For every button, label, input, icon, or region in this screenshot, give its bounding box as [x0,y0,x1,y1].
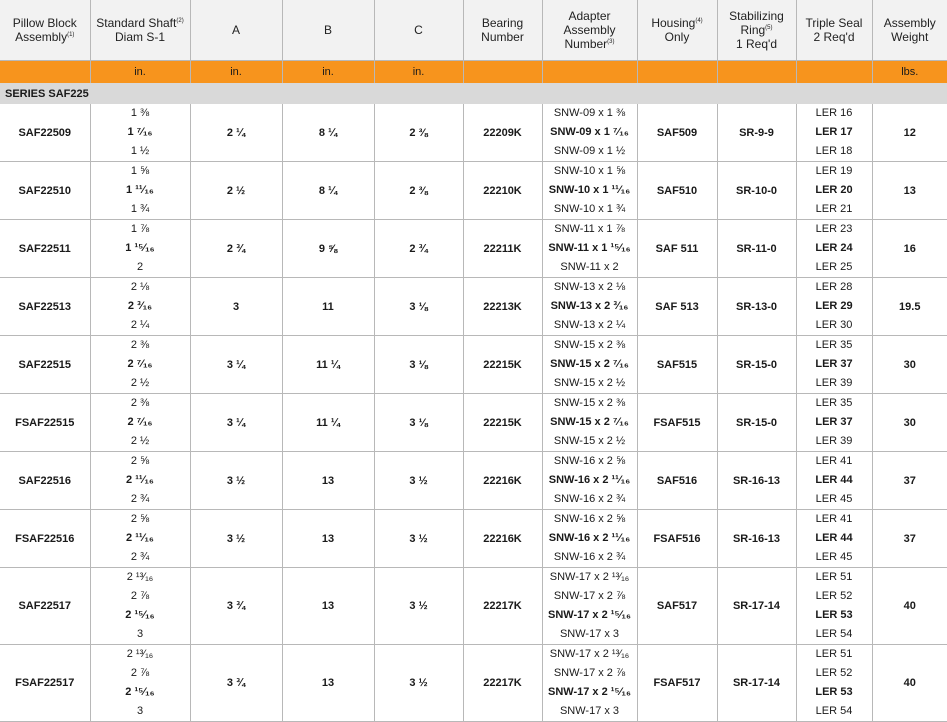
adapter-cell [542,510,637,568]
unit-weight: lbs. [872,61,947,84]
seal-number: LER 20 [815,184,853,196]
seal-cell [796,452,872,510]
a-cell: 3 ¾ [190,568,282,645]
a-cell: 2 ¾ [190,220,282,278]
header-housing: Housing$^{(4)}$ Only [637,0,717,61]
weight-cell: 12 [872,104,947,162]
header-b: B [282,0,374,61]
table-row [0,278,947,336]
adapter-number: SNW-16 x 2 ¾ [553,493,626,505]
adapter-number: SNW-15 x 2 ⁷⁄₁₆ [550,416,629,428]
a-cell: 3 ¼ [190,336,282,394]
ring-cell: SR-11-0 [717,220,796,278]
shaft-size: 2 ⅛ [130,281,150,293]
housing-cell: SAF516 [637,452,717,510]
shaft-cell [90,278,190,336]
shaft-cell [90,510,190,568]
shaft-size: 2 ⁷⁄₁₆ [127,358,153,370]
adapter-number: SNW-15 x 2 ⁷⁄₁₆ [550,358,629,370]
bearing-cell: 22215K [463,394,542,452]
header-weight: Assembly Weight [872,0,947,61]
c-cell: 3 ⅛ [374,394,463,452]
shaft-size: 2 ⁷⁄₁₆ [127,416,153,428]
seal-number: LER 37 [815,358,853,370]
a-cell: 2 ¼ [190,104,282,162]
assembly-cell: SAF22513 [0,278,90,336]
shaft-size: 2 ¹⁵⁄₁₆ [125,686,155,698]
adapter-cell [542,104,637,162]
seal-number: LER 29 [815,300,853,312]
ring-cell: SR-10-0 [717,162,796,220]
weight-cell: 19.5 [872,278,947,336]
seal-number: LER 53 [815,686,853,698]
series-label: SERIES SAF225 [0,83,947,104]
seal-number: LER 41 [815,455,853,467]
shaft-size: 2 ³⁄₁₆ [127,300,153,312]
c-cell: 2 ¾ [374,220,463,278]
adapter-cell [542,278,637,336]
bearing-cell: 22209K [463,104,542,162]
adapter-number: SNW-11 x 2 [560,261,619,273]
assembly-cell: SAF22510 [0,162,90,220]
b-cell: 13 [282,645,374,722]
shaft-size: 2 ¹³⁄₁₆ [126,571,154,583]
seal-number: LER 30 [815,319,853,331]
bearing-cell: 22217K [463,645,542,722]
adapter-number: SNW-09 x 1 ½ [553,145,626,157]
shaft-size: 1 ¾ [130,203,150,215]
ring-cell: SR-16-13 [717,452,796,510]
unit-shaft: in. [90,61,190,84]
table-row [0,645,947,722]
seal-number: LER 51 [815,648,853,660]
bearing-cell: 22210K [463,162,542,220]
bearing-cell: 22216K [463,452,542,510]
seal-number: LER 54 [815,705,853,717]
shaft-size: 2 [136,261,144,273]
header-c: C [374,0,463,61]
weight-cell: 40 [872,568,947,645]
seal-number: LER 39 [815,435,853,447]
adapter-number: SNW-17 x 3 [559,628,620,640]
seal-number: LER 41 [815,513,853,525]
adapter-number: SNW-15 x 2 ⅜ [553,339,626,351]
a-cell: 3 ½ [190,510,282,568]
ring-cell: SR-17-14 [717,568,796,645]
c-cell: 3 ⅛ [374,336,463,394]
b-cell: 8 ¼ [282,104,374,162]
header-row [0,0,947,61]
shaft-size: 1 ⅜ [130,107,150,119]
assembly-cell: SAF22509 [0,104,90,162]
housing-cell: SAF515 [637,336,717,394]
bearing-cell: 22216K [463,510,542,568]
c-cell: 3 ½ [374,510,463,568]
shaft-size: 1 ¹⁵⁄₁₆ [125,242,155,254]
adapter-number: SNW-17 x 2 ⅞ [553,667,626,679]
seal-number: LER 17 [815,126,853,138]
header-adapter: Adapter Assembly Number$^{(3)}$ [542,0,637,61]
shaft-size: 2 ¾ [130,493,150,505]
shaft-cell [90,220,190,278]
shaft-size: 2 ⅞ [130,667,150,679]
series-row [0,83,947,104]
header-a: A [190,0,282,61]
c-cell: 3 ½ [374,645,463,722]
shaft-size: 1 ½ [130,145,150,157]
table-row [0,394,947,452]
adapter-number: SNW-17 x 3 [559,705,620,717]
assembly-cell: FSAF22517 [0,645,90,722]
seal-number: LER 16 [815,107,853,119]
b-cell: 13 [282,568,374,645]
shaft-cell [90,162,190,220]
table-row [0,220,947,278]
housing-cell: SAF 511 [637,220,717,278]
adapter-number: SNW-13 x 2 ³⁄₁₆ [550,300,629,312]
adapter-number: SNW-17 x 2 ¹⁵⁄₁₆ [548,609,631,621]
assembly-cell: FSAF22515 [0,394,90,452]
housing-cell: SAF510 [637,162,717,220]
seal-number: LER 23 [815,223,853,235]
adapter-number: SNW-13 x 2 ¼ [553,319,626,331]
seal-number: LER 44 [815,474,853,486]
assembly-cell: SAF22516 [0,452,90,510]
shaft-size: 1 ¹¹⁄₁₆ [126,184,154,196]
adapter-number: SNW-17 x 2 ¹³⁄₁₆ [549,571,630,583]
adapter-number: SNW-17 x 2 ¹⁵⁄₁₆ [548,686,631,698]
adapter-number: SNW-15 x 2 ⅜ [553,397,626,409]
seal-cell [796,510,872,568]
adapter-cell [542,220,637,278]
housing-cell: FSAF516 [637,510,717,568]
table-row [0,162,947,220]
unit-b: in. [282,61,374,84]
shaft-size: 2 ¹³⁄₁₆ [126,648,154,660]
header-assembly: Pillow Block Assembly$^{(1)}$ [0,0,90,61]
a-cell: 3 ¼ [190,394,282,452]
shaft-cell [90,336,190,394]
a-cell: 3 ¾ [190,645,282,722]
ring-cell: SR-15-0 [717,336,796,394]
b-cell: 11 [282,278,374,336]
bearing-cell: 22217K [463,568,542,645]
seal-number: LER 39 [815,377,853,389]
adapter-cell [542,336,637,394]
adapter-number: SNW-11 x 1 ⅞ [554,223,625,235]
assembly-cell: SAF22511 [0,220,90,278]
header-bearing: Bearing Number [463,0,542,61]
c-cell: 3 ½ [374,568,463,645]
shaft-size: 2 ⅜ [130,339,150,351]
shaft-cell [90,452,190,510]
shaft-size: 2 ⅝ [130,455,150,467]
seal-cell [796,568,872,645]
a-cell: 2 ½ [190,162,282,220]
seal-number: LER 35 [815,339,853,351]
housing-cell: SAF 513 [637,278,717,336]
b-cell: 13 [282,452,374,510]
c-cell: 3 ½ [374,452,463,510]
adapter-number: SNW-16 x 2 ¹¹⁄₁₆ [548,474,631,486]
seal-number: LER 18 [815,145,853,157]
shaft-size: 2 ⅝ [130,513,150,525]
table-row [0,452,947,510]
shaft-size: 1 ⁷⁄₁₆ [127,126,153,138]
weight-cell: 30 [872,394,947,452]
seal-number: LER 19 [815,165,853,177]
bearing-cell: 22215K [463,336,542,394]
shaft-cell [90,394,190,452]
shaft-size: 2 ½ [130,435,150,447]
seal-number: LER 52 [815,590,853,602]
b-cell: 11 ¼ [282,394,374,452]
assembly-cell: SAF22515 [0,336,90,394]
units-row [0,61,947,84]
seal-number: LER 37 [815,416,853,428]
seal-number: LER 25 [815,261,853,273]
housing-cell: FSAF517 [637,645,717,722]
seal-cell [796,220,872,278]
ring-cell: SR-13-0 [717,278,796,336]
a-cell: 3 ½ [190,452,282,510]
assembly-cell: SAF22517 [0,568,90,645]
shaft-size: 1 ⅞ [130,223,150,235]
header-shaft: Standard Shaft$^{(2)}$ Diam S-1 [90,0,190,61]
c-cell: 2 ⅜ [374,104,463,162]
adapter-number: SNW-10 x 1 ¾ [553,203,626,215]
adapter-number: SNW-15 x 2 ½ [553,377,626,389]
shaft-size: 2 ¾ [130,551,150,563]
b-cell: 9 ⅝ [282,220,374,278]
adapter-cell [542,645,637,722]
weight-cell: 13 [872,162,947,220]
housing-cell: FSAF515 [637,394,717,452]
seal-cell [796,645,872,722]
seal-number: LER 51 [815,571,853,583]
adapter-cell [542,394,637,452]
adapter-number: SNW-17 x 2 ¹³⁄₁₆ [549,648,630,660]
weight-cell: 30 [872,336,947,394]
adapter-cell [542,162,637,220]
assembly-cell: FSAF22516 [0,510,90,568]
ring-cell: SR-17-14 [717,645,796,722]
shaft-cell [90,645,190,722]
shaft-cell [90,568,190,645]
seal-cell [796,162,872,220]
table-row [0,568,947,645]
adapter-number: SNW-16 x 2 ⅝ [553,513,626,525]
shaft-size: 2 ¹⁵⁄₁₆ [125,609,155,621]
b-cell: 11 ¼ [282,336,374,394]
adapter-number: SNW-11 x 1 ¹⁵⁄₁₆ [548,242,631,254]
weight-cell: 37 [872,510,947,568]
adapter-number: SNW-17 x 2 ⅞ [553,590,626,602]
seal-cell [796,278,872,336]
adapter-number: SNW-09 x 1 ⁷⁄₁₆ [550,126,629,138]
bearing-cell: 22211K [463,220,542,278]
adapter-number: SNW-16 x 2 ¹¹⁄₁₆ [548,532,631,544]
c-cell: 2 ⅜ [374,162,463,220]
shaft-size: 3 [136,705,144,717]
seal-number: LER 52 [815,667,853,679]
seal-number: LER 45 [815,493,853,505]
shaft-size: 2 ⅜ [130,397,150,409]
seal-number: LER 21 [815,203,853,215]
shaft-size: 2 ⅞ [130,590,150,602]
seal-cell [796,394,872,452]
weight-cell: 16 [872,220,947,278]
shaft-size: 2 ¼ [130,319,150,331]
adapter-number: SNW-15 x 2 ½ [553,435,626,447]
table-row [0,510,947,568]
header-ring: Stabilizing Ring$^{(5)}$ 1 Req'd [717,0,796,61]
seal-number: LER 24 [815,242,853,254]
b-cell: 13 [282,510,374,568]
adapter-number: SNW-10 x 1 ¹¹⁄₁₆ [548,184,631,196]
seal-number: LER 35 [815,397,853,409]
unit-a: in. [190,61,282,84]
shaft-cell [90,104,190,162]
adapter-number: SNW-16 x 2 ¾ [553,551,626,563]
seal-cell [796,104,872,162]
seal-number: LER 45 [815,551,853,563]
adapter-number: SNW-16 x 2 ⅝ [553,455,626,467]
seal-cell [796,336,872,394]
b-cell: 8 ¼ [282,162,374,220]
unit-c: in. [374,61,463,84]
table-row [0,336,947,394]
bearing-cell: 22213K [463,278,542,336]
weight-cell: 37 [872,452,947,510]
adapter-number: SNW-09 x 1 ⅜ [553,107,626,119]
adapter-number: SNW-13 x 2 ⅛ [553,281,626,293]
shaft-size: 2 ½ [130,377,150,389]
seal-number: LER 54 [815,628,853,640]
shaft-size: 1 ⅝ [130,165,150,177]
table-row [0,104,947,162]
ring-cell: SR-9-9 [717,104,796,162]
housing-cell: SAF517 [637,568,717,645]
adapter-cell [542,568,637,645]
seal-number: LER 53 [815,609,853,621]
adapter-cell [542,452,637,510]
seal-number: LER 44 [815,532,853,544]
seal-number: LER 28 [815,281,853,293]
ring-cell: SR-15-0 [717,394,796,452]
c-cell: 3 ⅛ [374,278,463,336]
housing-cell: SAF509 [637,104,717,162]
adapter-number: SNW-10 x 1 ⅝ [553,165,626,177]
shaft-size: 2 ¹¹⁄₁₆ [126,474,154,486]
shaft-size: 2 ¹¹⁄₁₆ [126,532,154,544]
ring-cell: SR-16-13 [717,510,796,568]
shaft-size: 3 [136,628,144,640]
a-cell: 3 [190,278,282,336]
header-seal: Triple Seal 2 Req'd [796,0,872,61]
weight-cell: 40 [872,645,947,722]
